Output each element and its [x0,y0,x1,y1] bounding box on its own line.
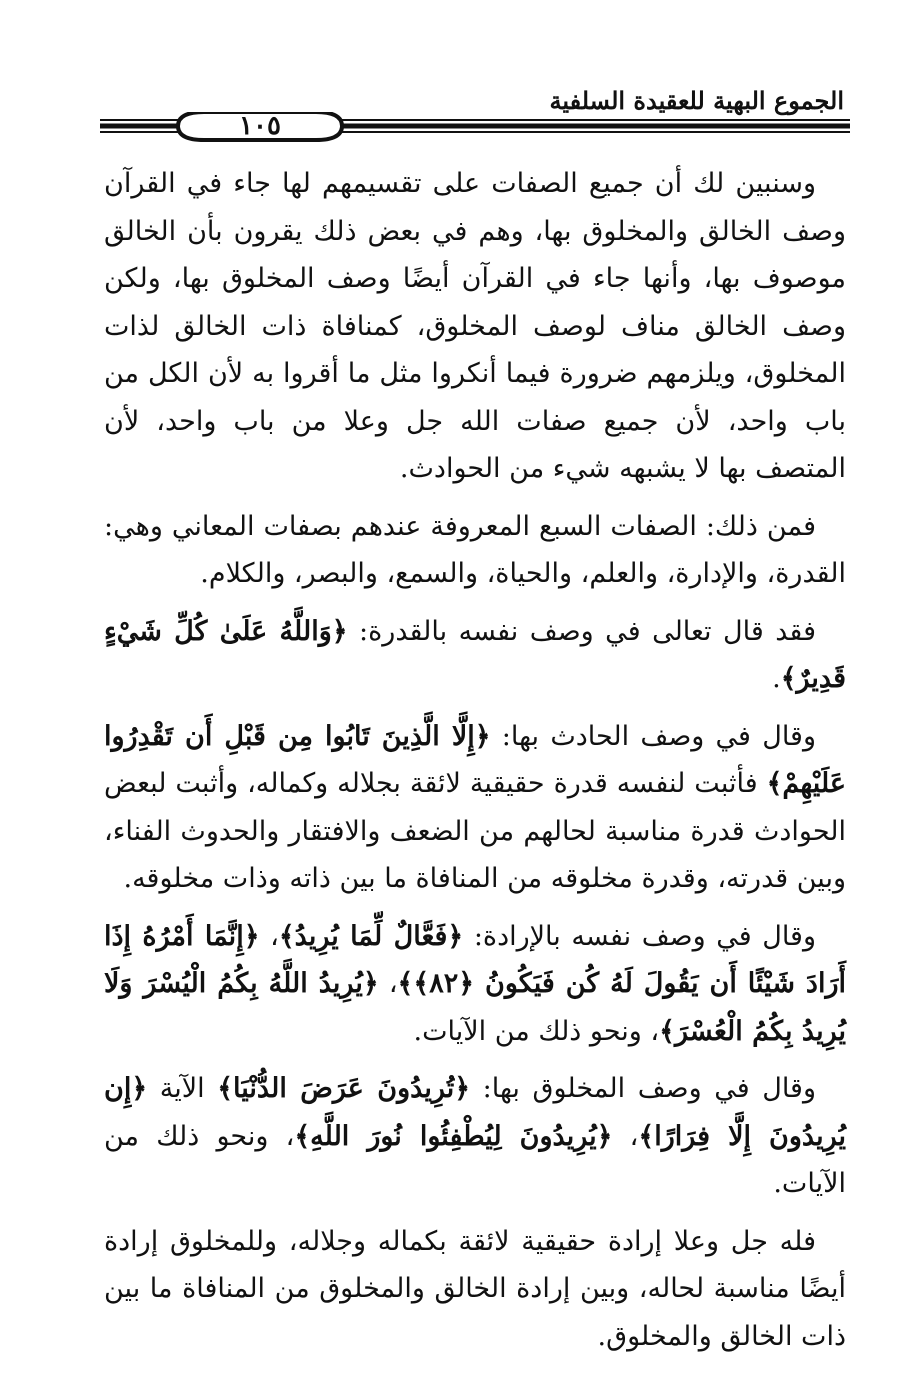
paragraph [104,608,846,703]
text-segment: الآية [147,1073,218,1104]
page-number: ١٠٥ [239,111,281,141]
text-segment: وقال في وصف المخلوق بها: [470,1073,816,1104]
paragraph [104,1065,846,1208]
quran-verse: ﴿تُرِيدُونَ عَرَضَ الدُّنْيَا﴾ [217,1073,471,1104]
text-segment: ، ونحو ذلك من الآيات. [104,1120,846,1199]
text-segment: ، [259,920,279,952]
text-segment: ، [378,968,398,999]
text-segment: فقد قال تعالى في وصف نفسه بالقدرة: [347,615,816,647]
quran-verse: ﴿إِلَّا الَّذِينَ تَابُوا مِن قَبْلِ أَن تَقْدِرُوا عَلَيْهِمْ﴾ [104,720,846,799]
main-text [104,160,846,1370]
text-segment: ، [612,1120,639,1152]
quran-verse: ﴿يُرِيدُونَ لِيُطْفِئُوا نُورَ اللَّهِ﴾ [294,1120,613,1152]
quran-verse: ﴿إِنَّمَا أَمْرُهُ إِذَا أَرَادَ شَيْئًا أَن يَقُولَ لَهُ كُن فَيَكُونُ ﴿٨٢﴾﴾ [104,920,846,999]
paragraph [104,1218,846,1361]
text-segment: فمن ذلك: الصفات السبع المعروفة عندهم بصفات المعاني وهي: القدرة، والإدارة، والعلم، والحياة، والسمع، والبصر، والكلام. [104,510,846,589]
text-segment: وقال في وصف نفسه بالإرادة: [463,920,816,952]
page-header [100,80,850,142]
text-segment: فله جل وعلا إرادة حقيقية لائقة بكماله وجلاله، وللمخلوق إرادة أيضًا مناسبة لحاله، وبين إرادة الخالق والمخلوق من المنافاة ما بين ذات الخالق والمخلوق. [104,1225,846,1352]
paragraph [104,503,846,598]
text-segment: وقال في وصف الحادث بها: [490,720,816,752]
text-segment: ، ونحو ذلك من الآيات. [413,1015,660,1047]
paragraph [104,913,846,1056]
quran-verse: ﴿فَعَّالٌ لِّمَا يُرِيدُ﴾ [278,920,464,952]
text-segment: وسنبين لك أن جميع الصفات على تقسيمهم لها جاء في القرآن وصف الخالق والمخلوق بها، وهم في بعض ذلك يقرون بأن الخالق موصوف بها، وأنها جاء في القرآن أيضًا وصف المخلوق بها، ولكن وصف الخالق مناف لوصف المخلوق، كمنافاة ذات الخالق لذات المخلوق، ويلزمهم ضرورة فيما أنكروا مثل ما أقروا به لأن الكل من باب واحد، لأن جميع صفات الله جل وعلا من باب واحد، لأن المتصف بها لا يشبهه شيء من الحوادث. [104,168,846,484]
running-title: الجموع البهية للعقيدة السلفية [549,86,844,115]
quran-verse: ﴿إِن يُرِيدُونَ إِلَّا فِرَارًا﴾ [104,1073,847,1152]
text-segment: . [772,663,781,694]
paragraph [104,713,846,903]
quran-verse: ﴿وَاللَّهُ عَلَىٰ كُلِّ شَيْءٍ قَدِيرٌ﴾ [104,615,846,694]
text-segment: فأثبت لنفسه قدرة حقيقية لائقة بجلاله وكماله، وأثبت لبعض الحوادث قدرة مناسبة لحالهم من الضعف والافتقار والحدوث الفناء، وبين قدرته، وقدرة مخلوقه من المنافاة ما بين ذاته وذات مخلوقه. [104,768,846,894]
paragraph [104,160,846,493]
quran-verse: ﴿يُرِيدُ اللَّهُ بِكُمُ الْيُسْرَ وَلَا يُرِيدُ بِكُمُ الْعُسْرَ﴾ [104,968,846,1047]
